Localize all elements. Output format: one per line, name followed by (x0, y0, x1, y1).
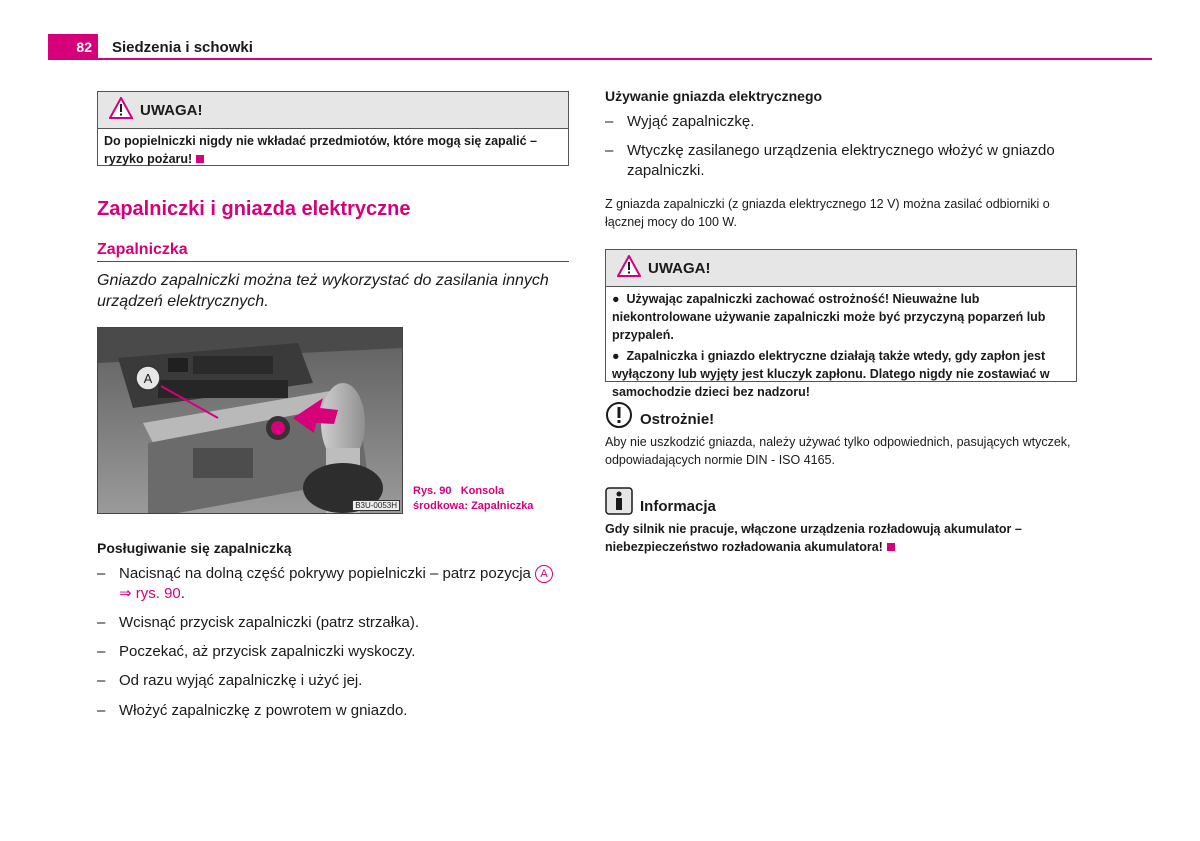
info-text: Gdy silnik nie pracuje, włączone urządzenia rozładowują akumulator – niebezpieczeństwo rozładowania akumulatora! (605, 522, 1022, 554)
header-rule (48, 58, 1152, 60)
subhead-using-socket: Używanie gniazda elektrycznego (605, 88, 823, 104)
heading-sub: Zapalniczka (97, 241, 188, 258)
info-title: Informacja (640, 498, 716, 515)
step-item: – Wyjąć zapalniczkę. (605, 113, 755, 130)
step-item: – Włożyć zapalniczkę z powrotem w gniazdo. (97, 702, 408, 719)
warning-header (98, 92, 568, 129)
caution-title: Ostrożnie! (640, 411, 715, 428)
position-a-icon: A (535, 565, 553, 583)
figure-code: B3U-0053H (352, 500, 400, 511)
console-illustration (98, 328, 402, 513)
step-item: – Wcisnąć przycisk zapalniczki (patrz strzałka). (97, 614, 420, 631)
end-marker-icon (887, 543, 895, 551)
callout-a: A (143, 371, 153, 386)
end-marker-icon (196, 155, 204, 163)
caution-icon (605, 401, 633, 434)
info-icon (605, 487, 633, 520)
warning-bullet: ● Zapalniczka i gniazdo elektryczne działają także wtedy, gdy zapłon jest wyłączony lub wyjęty jest kluczyk zapłonu. Dlatego nigdy nie zostawiać w samochodzie dzieci bez nadzoru! (612, 349, 1050, 399)
warning-title: UWAGA! (648, 260, 711, 277)
section-title: Siedzenia i schowki (112, 39, 253, 56)
warning-header (606, 250, 1076, 287)
step-item: – Od razu wyjąć zapalniczkę i użyć jej. (97, 672, 363, 689)
heading-main: Zapalniczki i gniazda elektryczne (97, 198, 411, 220)
step-item: – Wtyczkę zasilanego urządzenia elektrycznego włożyć w gniazdo zapalniczki. (605, 142, 1055, 179)
subheading-rule (97, 261, 569, 262)
caption-number: Rys. 90 (413, 485, 452, 497)
warning-triangle-icon (617, 255, 641, 277)
warning-bullets (606, 287, 1076, 408)
caption-text: Konsola środkowa: Zapalniczka (413, 485, 534, 512)
step-text: Nacisnąć na dolną część pokrywy popielniczki – patrz pozycja (119, 565, 531, 582)
step-item: – Poczekać, aż przycisk zapalniczki wyskoczy. (97, 643, 416, 660)
warning-title: UWAGA! (140, 102, 203, 119)
caution-text: Aby nie uszkodzić gniazda, należy używać tylko odpowiednich, pasujących wtyczek, odpowiadających normie DIN - ISO 4165. (605, 435, 1071, 467)
warning-text: Do popielniczki nigdy nie wkładać przedmiotów, które mogą się zapalić – ryzyko pożaru! (104, 134, 537, 166)
figure-console-photo (97, 327, 403, 514)
step-item: – Nacisnąć na dolną część pokrywy popielniczki – patrz pozycja A ⇒ rys. 90. (97, 564, 567, 604)
socket-power-note: Z gniazda zapalniczki (z gniazda elektrycznego 12 V) można zasilać odbiorniki o łącznej mocy do 100 W. (605, 197, 1050, 229)
figure-caption (413, 484, 553, 514)
warning-triangle-icon (109, 97, 133, 119)
warning-box-ashtray (97, 91, 569, 166)
intro-text: Gniazdo zapalniczki można też wykorzystać do zasilania innych urządzeń elektrycznych. (97, 272, 549, 310)
figure-reference-link[interactable]: ⇒ rys. 90 (119, 585, 181, 602)
subhead-using-lighter: Posługiwanie się zapalniczką (97, 540, 292, 556)
page-number: 82 (76, 39, 92, 55)
warning-box-lighter (605, 249, 1077, 399)
warning-bullet: ● Używając zapalniczki zachować ostrożność! Nieuważne lub niekontrolowane używanie zapalniczki może być przyczyną poparzeń lub przypaleń. (612, 292, 1046, 342)
